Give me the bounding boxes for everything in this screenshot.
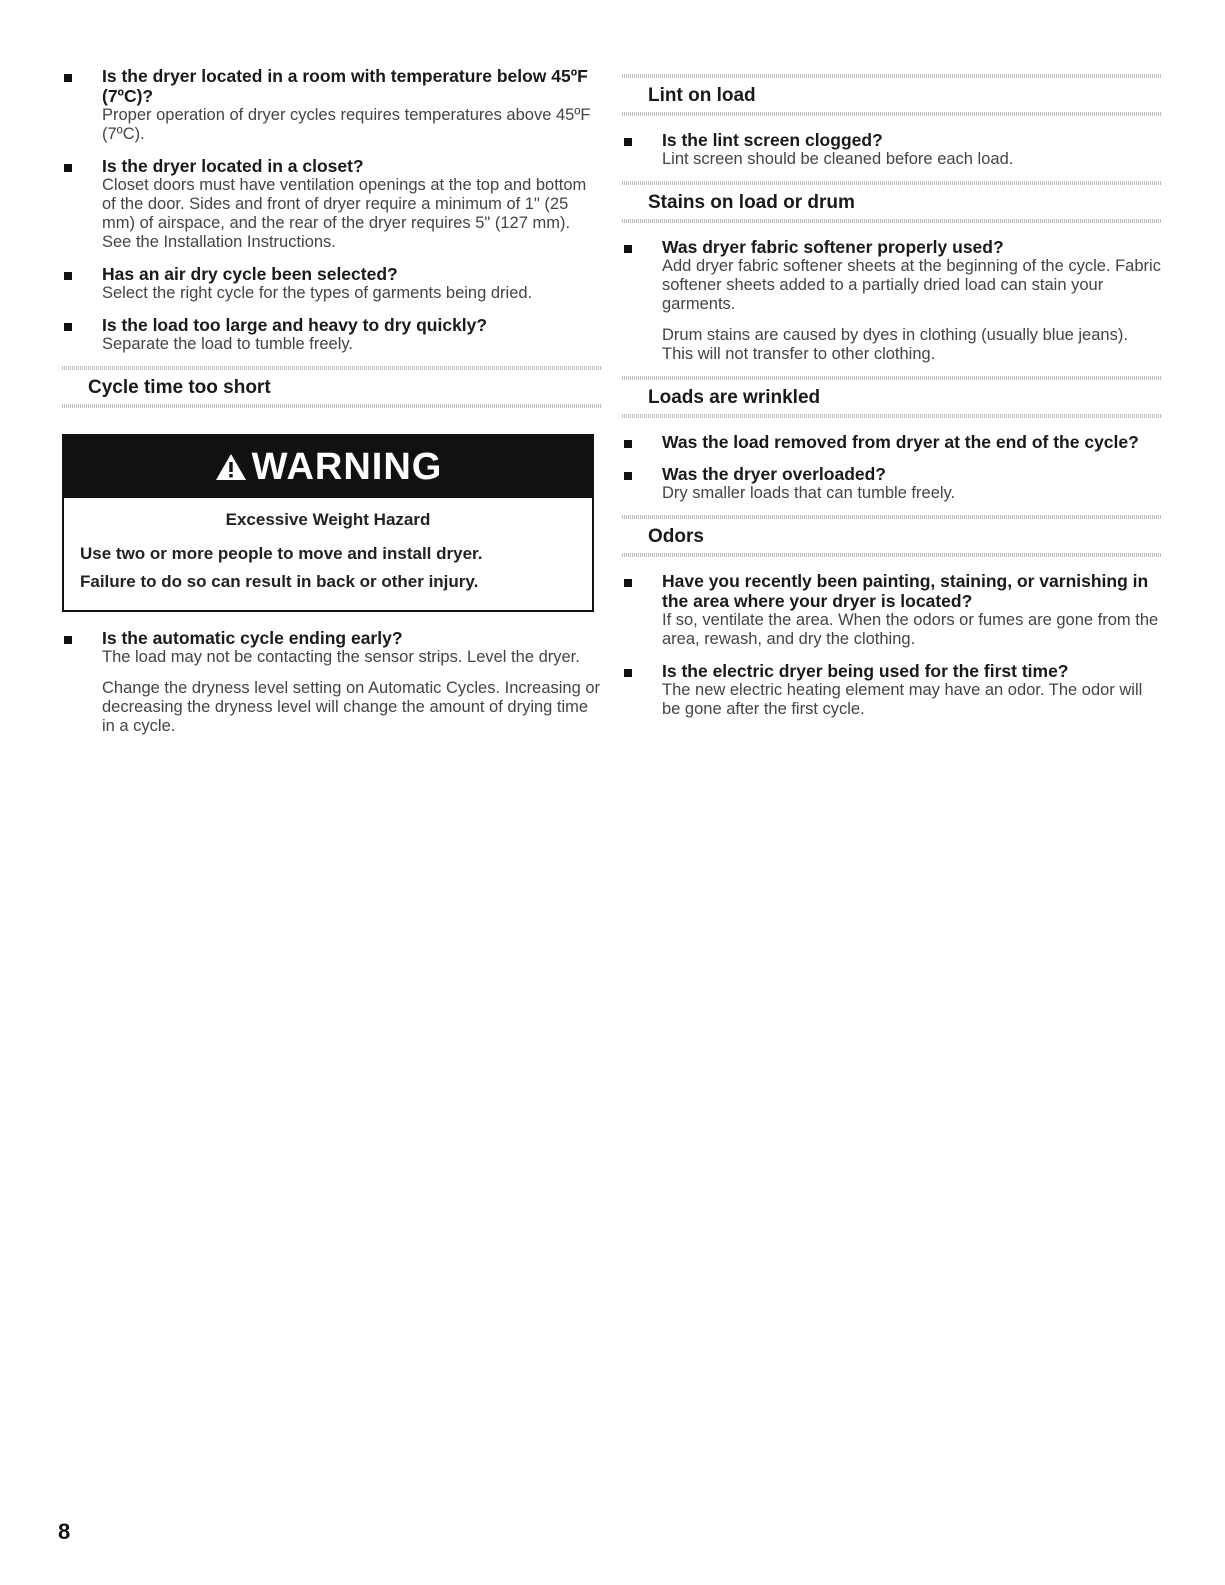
- divider: [622, 112, 1162, 116]
- warning-hazard: Excessive Weight Hazard: [225, 510, 431, 529]
- warning-line: Use two or more people to move and install dryer.: [80, 544, 483, 563]
- page-number: 8: [58, 1519, 71, 1544]
- list-item: [622, 237, 1162, 314]
- divider: [622, 553, 1162, 557]
- question: Has an air dry cycle been selected?: [102, 264, 398, 284]
- question: Is the load too large and heavy to dry quickly?: [102, 315, 488, 335]
- section-title: Loads are wrinkled: [648, 387, 821, 408]
- bullet-icon: [624, 245, 632, 253]
- divider: [622, 414, 1162, 418]
- answer: If so, ventilate the area. When the odors or fumes are gone from the area, rewash, and dry the clothing.: [662, 611, 1159, 648]
- answer: The new electric heating element may have an odor. The odor will be gone after the first cycle.: [662, 681, 1143, 718]
- question: Have you recently been painting, staining, or varnishing in the area where your dryer is located?: [662, 571, 1149, 611]
- warning-header: [64, 436, 592, 498]
- section-header-stains: [622, 181, 1162, 223]
- list-item: [62, 66, 602, 144]
- answer: The load may not be contacting the sensor strips. Level the dryer.: [102, 648, 580, 666]
- list-item: [622, 130, 1162, 169]
- section-header-lint: [622, 74, 1162, 116]
- question: Is the lint screen clogged?: [662, 130, 883, 150]
- question: Was the load removed from dryer at the end of the cycle?: [662, 432, 1139, 452]
- section-title: Lint on load: [648, 85, 756, 106]
- list-item: [622, 661, 1162, 719]
- bullet-icon: [64, 272, 72, 280]
- section-header-wrinkled: [622, 376, 1162, 418]
- warning-header-text: WARNING: [251, 446, 443, 488]
- question: Is the dryer located in a closet?: [102, 156, 364, 176]
- question: Is the dryer located in a room with temperature below 45ºF (7ºC)?: [102, 66, 588, 106]
- bullet-icon: [64, 74, 72, 82]
- question: Is the electric dryer being used for the first time?: [662, 661, 1069, 681]
- warning-line: Failure to do so can result in back or other injury.: [80, 572, 479, 591]
- list-item: [622, 464, 1162, 503]
- question: Is the automatic cycle ending early?: [102, 628, 403, 648]
- bullet-icon: [624, 579, 632, 587]
- bullet-icon: [64, 323, 72, 331]
- list-item: [62, 156, 602, 252]
- bullet-icon: [64, 636, 72, 644]
- right-column: [622, 74, 1162, 731]
- answer: Lint screen should be cleaned before each load.: [662, 150, 1014, 168]
- question: Was the dryer overloaded?: [662, 464, 886, 484]
- left-column: [62, 66, 602, 748]
- bullet-icon: [624, 669, 632, 677]
- answer: Separate the load to tumble freely.: [102, 335, 354, 353]
- answer: Proper operation of dryer cycles requires temperatures above 45ºF (7ºC).: [102, 106, 591, 143]
- list-item: [622, 432, 1162, 452]
- answer: Closet doors must have ventilation openings at the top and bottom of the door. Sides and front of dryer require a minimum of 1" (25 mm) of airspace, and the rear of the dryer requires 5" (127 mm). See the Installation Instructions.: [102, 176, 587, 251]
- bullet-icon: [64, 164, 72, 172]
- bullet-icon: [624, 472, 632, 480]
- answer: Select the right cycle for the types of garments being dried.: [102, 284, 533, 302]
- divider: [622, 219, 1162, 223]
- answer: Dry smaller loads that can tumble freely.: [662, 484, 956, 502]
- warning-box: [62, 434, 594, 612]
- answer: Add dryer fabric softener sheets at the beginning of the cycle. Fabric softener sheets added to a partially dried load can stain your garments.: [662, 257, 1161, 313]
- question: Was dryer fabric softener properly used?: [662, 237, 1004, 257]
- paragraph: Drum stains are caused by dyes in clothing (usually blue jeans). This will not transfer to other clothing.: [662, 326, 1128, 363]
- list-item: [62, 264, 602, 303]
- section-header-cycle-time: [62, 366, 602, 408]
- list-item: [62, 628, 602, 667]
- section-title: Stains on load or drum: [648, 192, 855, 213]
- warning-triangle-icon: [214, 452, 248, 482]
- bullet-icon: [624, 440, 632, 448]
- paragraph: Change the dryness level setting on Automatic Cycles. Increasing or decreasing the dryness level will change the amount of drying time in a cycle.: [102, 679, 601, 735]
- bullet-icon: [624, 138, 632, 146]
- section-title: Cycle time too short: [88, 377, 271, 398]
- divider: [62, 404, 602, 408]
- list-item: [62, 315, 602, 354]
- section-title: Odors: [648, 526, 704, 547]
- section-header-odors: [622, 515, 1162, 557]
- list-item: [622, 571, 1162, 649]
